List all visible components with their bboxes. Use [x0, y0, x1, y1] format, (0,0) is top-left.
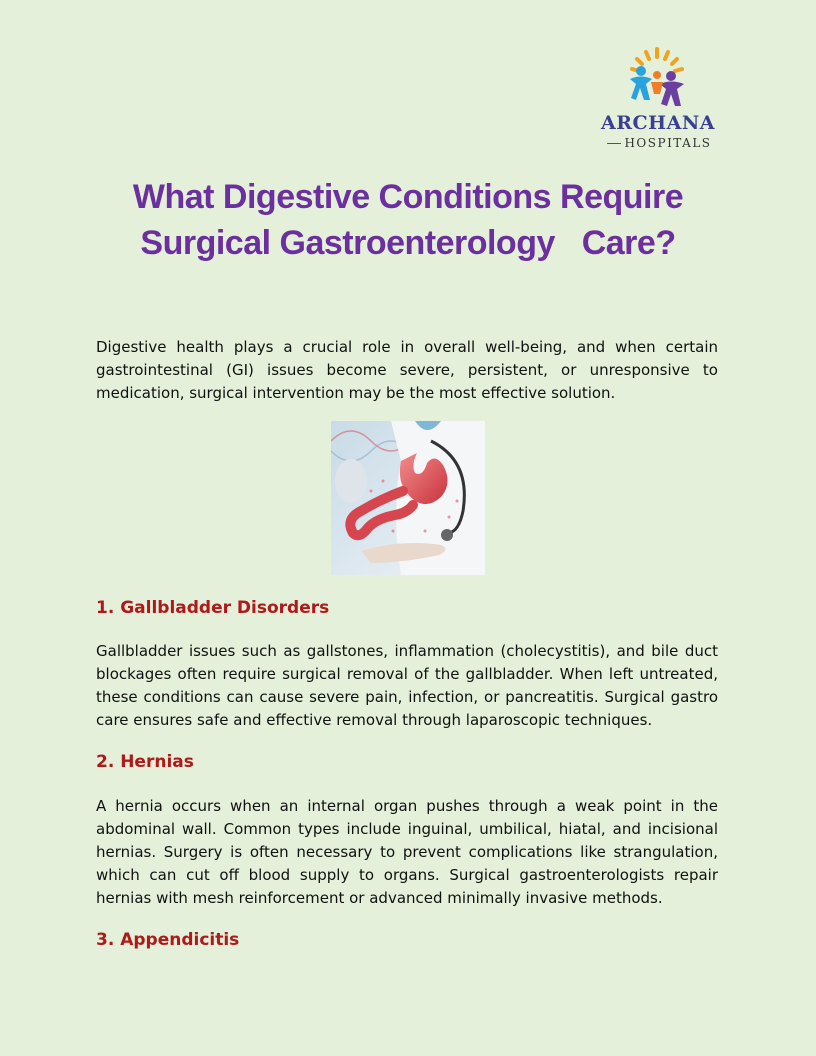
title-line-1: What Digestive Conditions Require	[132, 178, 684, 216]
hospital-logo-icon	[624, 46, 690, 112]
archana-hospitals-logo	[588, 46, 728, 156]
section-heading-gallbladder: 1. Gallbladder Disorders	[96, 598, 330, 618]
logo-subtitle-text: HOSPITALS	[624, 136, 712, 150]
logo-name: ARCHANA	[601, 112, 715, 134]
doctor-stomach-graphic	[331, 421, 485, 575]
title-line-2: Surgical Gastroenterology Care?	[140, 224, 676, 262]
logo-subtitle	[588, 136, 728, 150]
section-body-gallbladder: Gallbladder issues such as gallstones, inflammation (cholecystitis), and bile duct blockages often require surgical removal of the gallbladder. When left untreated, these conditions can cause severe pain, infection, or pancreatitis. Surgical gastro care ensures safe and effective removal through laparoscopic techniques.	[96, 642, 718, 729]
stomach-illustration-image	[331, 421, 485, 575]
section-body-hernias: A hernia occurs when an internal organ pushes through a weak point in the abdominal wall. Common types include inguinal, umbilical, hiatal, and incisional hernias. Surgery is often necessary to prevent complications like strangulation, which can cut off blood supply to organs. Surgical gastroenterologists repair hernias with mesh reinforcement or advanced minimally invasive methods.	[96, 797, 718, 907]
intro-paragraph: Digestive health plays a crucial role in overall well-being, and when certain gastrointestinal (GI) issues become severe, persistent, or unresponsive to medication, surgical intervention may be the most effective solution.	[96, 338, 718, 402]
section-heading-hernias: 2. Hernias	[96, 752, 194, 772]
page-title	[60, 174, 756, 266]
section-heading-appendicitis: 3. Appendicitis	[96, 930, 240, 950]
